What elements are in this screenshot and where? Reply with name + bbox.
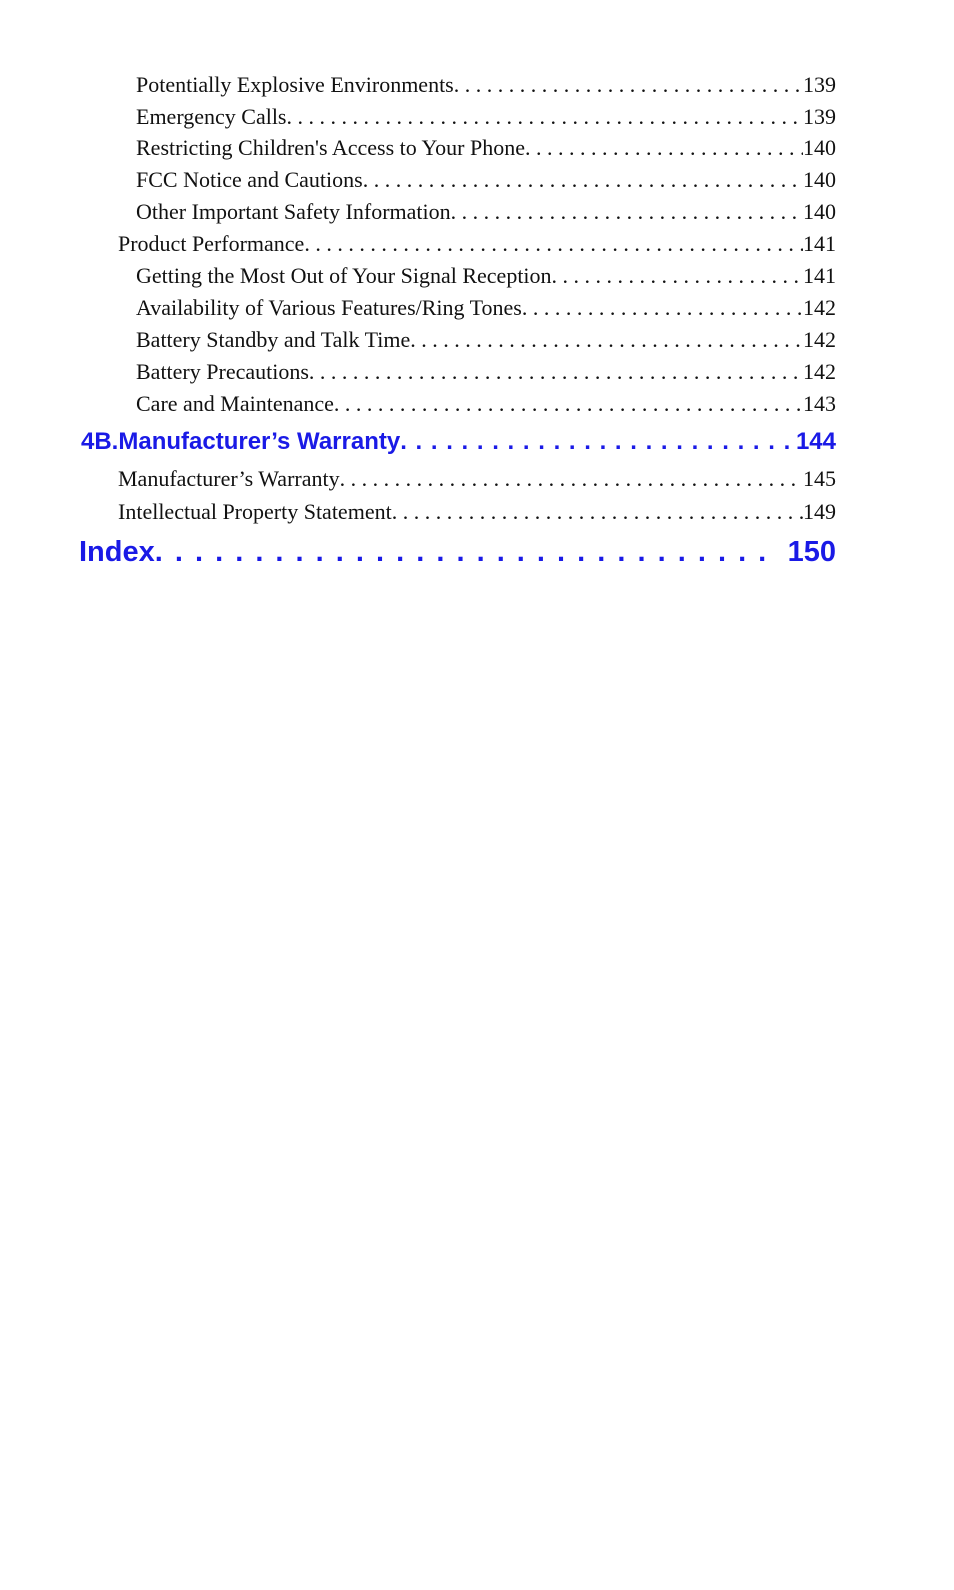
toc-dot-leader xyxy=(552,263,803,289)
toc-entry-page: 139 xyxy=(803,72,836,97)
toc-entry-potentially-explosive-environments[interactable] xyxy=(136,72,836,98)
toc-entry-page: 139 xyxy=(803,104,836,129)
toc-section-page: 150 xyxy=(787,536,836,568)
toc-entry-label: Battery Standby and Talk Time xyxy=(136,327,411,352)
toc-dot-leader xyxy=(287,104,804,130)
toc-entry-label: Potentially Explosive Environments xyxy=(136,72,454,97)
toc-dot-leader xyxy=(454,72,803,98)
toc-entry-label: FCC Notice and Cautions xyxy=(136,167,363,192)
toc-entry-page: 142 xyxy=(803,359,836,384)
toc-entry-page: 143 xyxy=(803,391,836,416)
toc-section-label: Index xyxy=(79,536,155,568)
toc-dot-leader xyxy=(392,499,803,525)
toc-entry-page: 140 xyxy=(803,199,836,224)
toc-entry-emergency-calls[interactable] xyxy=(136,104,836,130)
toc-entry-page: 141 xyxy=(803,231,836,256)
toc-entry-page: 140 xyxy=(803,135,836,160)
toc-entry-label: Product Performance xyxy=(118,231,305,256)
toc-entry-label: Getting the Most Out of Your Signal Reception xyxy=(136,263,552,288)
toc-dot-leader xyxy=(155,536,772,569)
toc-entry-product-performance[interactable] xyxy=(118,231,836,257)
toc-entry-label: Emergency Calls xyxy=(136,104,287,129)
toc-entry-page: 140 xyxy=(803,167,836,192)
toc-entry-page: 141 xyxy=(803,263,836,288)
toc-entry-intellectual-property-statement[interactable] xyxy=(118,499,836,525)
toc-dot-leader xyxy=(522,295,803,321)
toc-dot-leader xyxy=(525,135,803,161)
toc-entry-page: 142 xyxy=(803,295,836,320)
toc-entry-label: Restricting Children's Access to Your Phone xyxy=(136,135,525,160)
toc-entry-battery-standby-and-talk-time[interactable] xyxy=(136,327,836,353)
toc-section-label: 4B.Manufacturer’s Warranty xyxy=(81,428,401,455)
toc-entry-label: Care and Maintenance xyxy=(136,391,334,416)
toc-dot-leader xyxy=(304,231,803,257)
toc-entry-label: Battery Precautions xyxy=(136,359,309,384)
toc-entry-label: Other Important Safety Information xyxy=(136,199,451,224)
toc-entry-battery-precautions[interactable] xyxy=(136,359,836,385)
toc-entry-signal-reception[interactable] xyxy=(136,263,836,289)
toc-entry-manufacturers-warranty[interactable] xyxy=(118,466,836,492)
toc-entry-label: Intellectual Property Statement xyxy=(118,499,392,524)
toc-entry-availability-of-features[interactable] xyxy=(136,295,836,321)
toc-dot-leader xyxy=(340,466,803,492)
toc-dot-leader xyxy=(309,359,803,385)
toc-entry-page: 142 xyxy=(803,327,836,352)
toc-section-page: 144 xyxy=(795,428,836,455)
toc-section-index[interactable] xyxy=(79,536,836,569)
toc-dot-leader xyxy=(363,167,803,193)
toc-entry-label: Availability of Various Features/Ring Tones xyxy=(136,295,522,320)
toc-entry-other-important-safety-information[interactable] xyxy=(136,199,836,225)
toc-entry-care-and-maintenance[interactable] xyxy=(136,391,836,417)
toc-dot-leader xyxy=(451,199,803,225)
toc-dot-leader xyxy=(410,327,803,353)
toc-entry-label: Manufacturer’s Warranty xyxy=(118,466,340,491)
toc-entry-page: 149 xyxy=(803,499,836,524)
toc-entry-page: 145 xyxy=(803,466,836,491)
toc-entry-fcc-notice-and-cautions[interactable] xyxy=(136,167,836,193)
toc-dot-leader xyxy=(334,391,803,417)
toc-entry-restricting-childrens-access[interactable] xyxy=(136,135,836,161)
toc-section-4b-manufacturers-warranty[interactable] xyxy=(81,428,836,456)
toc-dot-leader xyxy=(400,428,796,456)
